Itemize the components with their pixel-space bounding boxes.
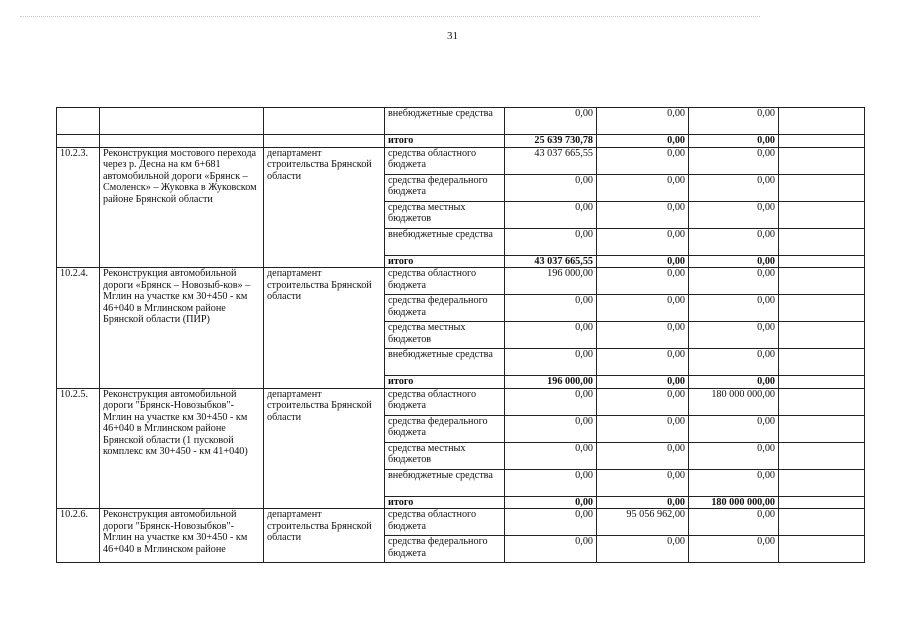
amount-col1: 0,00	[505, 388, 597, 415]
amount-col2: 0,00	[597, 295, 689, 322]
amount-col3: 0,00	[689, 322, 779, 349]
amount-col3: 0,00	[689, 255, 779, 268]
amount-col3: 0,00	[689, 509, 779, 536]
funding-source: итого	[385, 496, 505, 509]
funding-source: итого	[385, 376, 505, 389]
measure-name: Реконструкция автомобильной дороги "Брянск-Новозыбков"-Мглин на участке км 30+450 - км 46+040 в Мглинском районе	[100, 509, 264, 563]
funding-source: внебюджетные средства	[385, 228, 505, 255]
amount-col2: 0,00	[597, 349, 689, 376]
amount-col1: 43 037 665,55	[505, 147, 597, 174]
amount-col1: 0,00	[505, 469, 597, 496]
funding-source: внебюджетные средства	[385, 349, 505, 376]
funding-source: средства местных бюджетов	[385, 322, 505, 349]
amount-col1: 0,00	[505, 295, 597, 322]
amount-col1: 0,00	[505, 322, 597, 349]
amount-col1: 0,00	[505, 536, 597, 563]
amount-col3: 0,00	[689, 415, 779, 442]
measure-name: Реконструкция мостового перехода через р. Десна на км 6+681 автомобильной дороги «Брянск – Смоленск» – Жуковка в Жуковском районе Брянской области	[100, 147, 264, 268]
empty-extra-cell	[779, 228, 865, 255]
amount-col3: 0,00	[689, 295, 779, 322]
amount-col2: 0,00	[597, 536, 689, 563]
amount-col3: 0,00	[689, 536, 779, 563]
empty-extra-cell	[779, 322, 865, 349]
funding-source: средства местных бюджетов	[385, 201, 505, 228]
measure-number: 10.2.5.	[57, 388, 100, 509]
empty-executor-cell	[264, 135, 385, 148]
empty-num-cell	[57, 135, 100, 148]
amount-col2: 0,00	[597, 496, 689, 509]
table-row	[57, 268, 865, 295]
amount-col3: 0,00	[689, 442, 779, 469]
measure-name: Реконструкция автомобильной дороги "Брянск-Новозыбков"-Мглин на участке км 30+450 - км 46+040 в Мглинском районе Брянской области (1 пусковой комплекс км 30+450 - км 41+040)	[100, 388, 264, 509]
measure-number: 10.2.3.	[57, 147, 100, 268]
funding-source: внебюджетные средства	[385, 469, 505, 496]
funding-source: средства областного бюджета	[385, 268, 505, 295]
amount-col1: 0,00	[505, 442, 597, 469]
amount-col3: 0,00	[689, 268, 779, 295]
amount-col3: 0,00	[689, 349, 779, 376]
amount-col2: 0,00	[597, 322, 689, 349]
amount-col1: 43 037 665,55	[505, 255, 597, 268]
amount-col2: 0,00	[597, 376, 689, 389]
empty-extra-cell	[779, 268, 865, 295]
amount-col2: 0,00	[597, 255, 689, 268]
funding-source: средства областного бюджета	[385, 147, 505, 174]
amount-col3: 0,00	[689, 174, 779, 201]
empty-extra-cell	[779, 295, 865, 322]
empty-extra-cell	[779, 442, 865, 469]
amount-col2: 0,00	[597, 388, 689, 415]
amount-col2: 0,00	[597, 201, 689, 228]
executor: департамент строительства Брянской области	[264, 268, 385, 389]
measure-name: Реконструкция автомобильной дороги «Брянск – Новозыб-ков» – Мглин на участке км 30+450 - км 46+040 в Мглинском районе Брянской области (ПИР)	[100, 268, 264, 389]
empty-extra-cell	[779, 469, 865, 496]
budget-table	[56, 107, 865, 563]
funding-source: средства местных бюджетов	[385, 442, 505, 469]
amount-col2: 0,00	[597, 228, 689, 255]
amount-col2: 0,00	[597, 268, 689, 295]
empty-extra-cell	[779, 147, 865, 174]
funding-source: внебюджетные средства	[385, 108, 505, 135]
empty-num-cell	[57, 108, 100, 135]
table-row	[57, 135, 865, 148]
amount-col2: 0,00	[597, 415, 689, 442]
empty-extra-cell	[779, 388, 865, 415]
amount-col3: 0,00	[689, 147, 779, 174]
amount-col2: 0,00	[597, 469, 689, 496]
funding-source: средства федерального бюджета	[385, 174, 505, 201]
empty-extra-cell	[779, 349, 865, 376]
measure-number: 10.2.4.	[57, 268, 100, 389]
empty-extra-cell	[779, 255, 865, 268]
empty-extra-cell	[779, 108, 865, 135]
funding-source: средства областного бюджета	[385, 509, 505, 536]
measure-number: 10.2.6.	[57, 509, 100, 563]
amount-col1: 196 000,00	[505, 376, 597, 389]
amount-col3: 0,00	[689, 135, 779, 148]
funding-source: средства федерального бюджета	[385, 295, 505, 322]
executor: департамент строительства Брянской области	[264, 388, 385, 509]
table-row	[57, 108, 865, 135]
amount-col1: 25 639 730,78	[505, 135, 597, 148]
amount-col1: 0,00	[505, 349, 597, 376]
amount-col2: 95 056 962,00	[597, 509, 689, 536]
funding-source: средства федерального бюджета	[385, 536, 505, 563]
page-number: 31	[447, 30, 458, 42]
executor: департамент строительства Брянской области	[264, 147, 385, 268]
amount-col3: 0,00	[689, 108, 779, 135]
empty-extra-cell	[779, 376, 865, 389]
amount-col1: 0,00	[505, 509, 597, 536]
amount-col1: 0,00	[505, 201, 597, 228]
amount-col2: 0,00	[597, 442, 689, 469]
amount-col3: 0,00	[689, 469, 779, 496]
amount-col2: 0,00	[597, 135, 689, 148]
amount-col2: 0,00	[597, 174, 689, 201]
amount-col1: 0,00	[505, 228, 597, 255]
amount-col1: 0,00	[505, 496, 597, 509]
amount-col1: 196 000,00	[505, 268, 597, 295]
table-row	[57, 509, 865, 536]
funding-source: средства федерального бюджета	[385, 415, 505, 442]
funding-source: средства областного бюджета	[385, 388, 505, 415]
amount-col2: 0,00	[597, 108, 689, 135]
empty-name-cell	[100, 135, 264, 148]
funding-source: итого	[385, 255, 505, 268]
amount-col1: 0,00	[505, 415, 597, 442]
table-row	[57, 147, 865, 174]
table-row	[57, 388, 865, 415]
amount-col3: 0,00	[689, 376, 779, 389]
amount-col2: 0,00	[597, 147, 689, 174]
empty-extra-cell	[779, 509, 865, 536]
empty-extra-cell	[779, 174, 865, 201]
empty-name-cell	[100, 108, 264, 135]
empty-executor-cell	[264, 108, 385, 135]
empty-extra-cell	[779, 496, 865, 509]
empty-extra-cell	[779, 135, 865, 148]
funding-source: итого	[385, 135, 505, 148]
empty-extra-cell	[779, 536, 865, 563]
amount-col3: 0,00	[689, 228, 779, 255]
amount-col3: 180 000 000,00	[689, 388, 779, 415]
amount-col3: 0,00	[689, 201, 779, 228]
amount-col1: 0,00	[505, 174, 597, 201]
scan-artifact-line	[20, 16, 760, 17]
amount-col1: 0,00	[505, 108, 597, 135]
empty-extra-cell	[779, 201, 865, 228]
executor: департамент строительства Брянской области	[264, 509, 385, 563]
empty-extra-cell	[779, 415, 865, 442]
amount-col3: 180 000 000,00	[689, 496, 779, 509]
